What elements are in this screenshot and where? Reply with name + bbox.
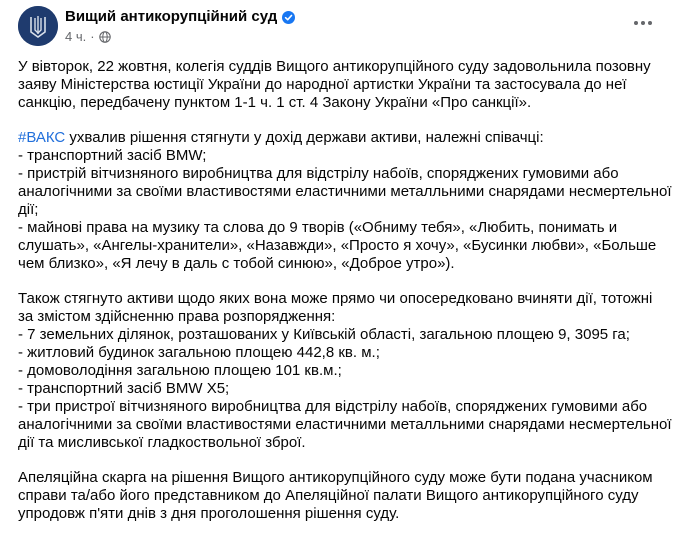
text-line: заяву Міністерства юстиції України до народної артистки України та застосувала до неї: [18, 76, 627, 93]
globe-icon[interactable]: [99, 31, 111, 43]
meta-separator: ·: [90, 29, 95, 44]
post-paragraph: [18, 129, 672, 273]
text-line: чем близко», «Я лечу в даль с тобой синюю», «Доброе утро»).: [18, 255, 455, 272]
post-paragraph: [18, 469, 658, 523]
text-line: - майнові права на музику та слова до 9 творів («Обниму тебя», «Любить, понимать и: [18, 219, 618, 236]
text-fragment: ухвалив рішення стягнути у дохід держави активи, належні співачці:: [65, 129, 544, 146]
text-line: аналогічними за своїми властивостями еластичними металльними снарядами несмертельної: [18, 416, 672, 433]
text-line: за змістом здійсненню права розпорядження:: [18, 308, 336, 325]
text-line: Також стягнуто активи щодо яких вона може прямо чи опосередковано вчиняти дії, тотожні: [18, 290, 653, 307]
text-line: санкцію, передбачену пунктом 1-1 ч. 1 ст. 4 Закону України «Про санкції».: [18, 94, 532, 111]
text-line: - транспортний засіб BMW;: [18, 147, 207, 164]
text-line: дії та мисливської гладкоствольної зброї.: [18, 434, 306, 451]
court-emblem-icon: [18, 6, 58, 46]
post-meta: [65, 29, 111, 44]
page-avatar[interactable]: [18, 6, 58, 46]
text-line: - транспортний засіб BMW X5;: [18, 380, 230, 397]
post-paragraph: [18, 58, 658, 112]
text-line: - 7 земельних ділянок, розташованих у Київській області, загальною площею 9, 3095 га;: [18, 326, 630, 343]
more-options-button[interactable]: [628, 12, 658, 34]
text-line: - житловий будинок загальною площею 442,8 кв. м.;: [18, 344, 380, 361]
post-timestamp[interactable]: 4 ч.: [65, 29, 87, 44]
more-options-icon-dot: [648, 21, 652, 25]
page-name[interactable]: Вищий антикорупційний суд: [65, 8, 278, 25]
verified-badge-icon: [282, 11, 295, 24]
text-line: упродовж п'яти днів з дня проголошення рішення суду.: [18, 505, 400, 522]
text-line: - пристрій вітчизняного виробництва для відстрілу набоїв, споряджених гумовими або: [18, 165, 619, 182]
more-options-icon: [634, 21, 638, 25]
more-options-icon-dot: [641, 21, 645, 25]
text-line: [18, 129, 658, 147]
text-line: дії;: [18, 201, 39, 218]
text-line: У вівторок, 22 жовтня, колегія суддів Вищого антикорупційного суду задовольнила позовну: [18, 58, 651, 75]
text-line: Апеляційна скарга на рішення Вищого антикорупційного суду може бути подана учасником: [18, 469, 653, 486]
text-line: справи та/або його представником до Апеляційної палати Вищого антикорупційного суду: [18, 487, 639, 504]
text-line: слушать», «Ангелы-хранители», «Назавжди», «Просто я хочу», «Бусинки любви», «Больше: [18, 237, 657, 254]
text-line: аналогічними за своїми властивостями еластичними металльними снарядами несмертельної: [18, 183, 672, 200]
post-header: [18, 6, 660, 46]
post-body: [18, 58, 672, 523]
text-line: - три пристрої вітчизняного виробництва для відстрілу набоїв, споряджених гумовими або: [18, 398, 648, 415]
hashtag-link[interactable]: #ВАКС: [18, 129, 66, 146]
post-paragraph: [18, 290, 672, 452]
text-line: - домоволодіння загальною площею 101 кв.м.;: [18, 362, 342, 379]
page-name-row: [65, 8, 295, 26]
